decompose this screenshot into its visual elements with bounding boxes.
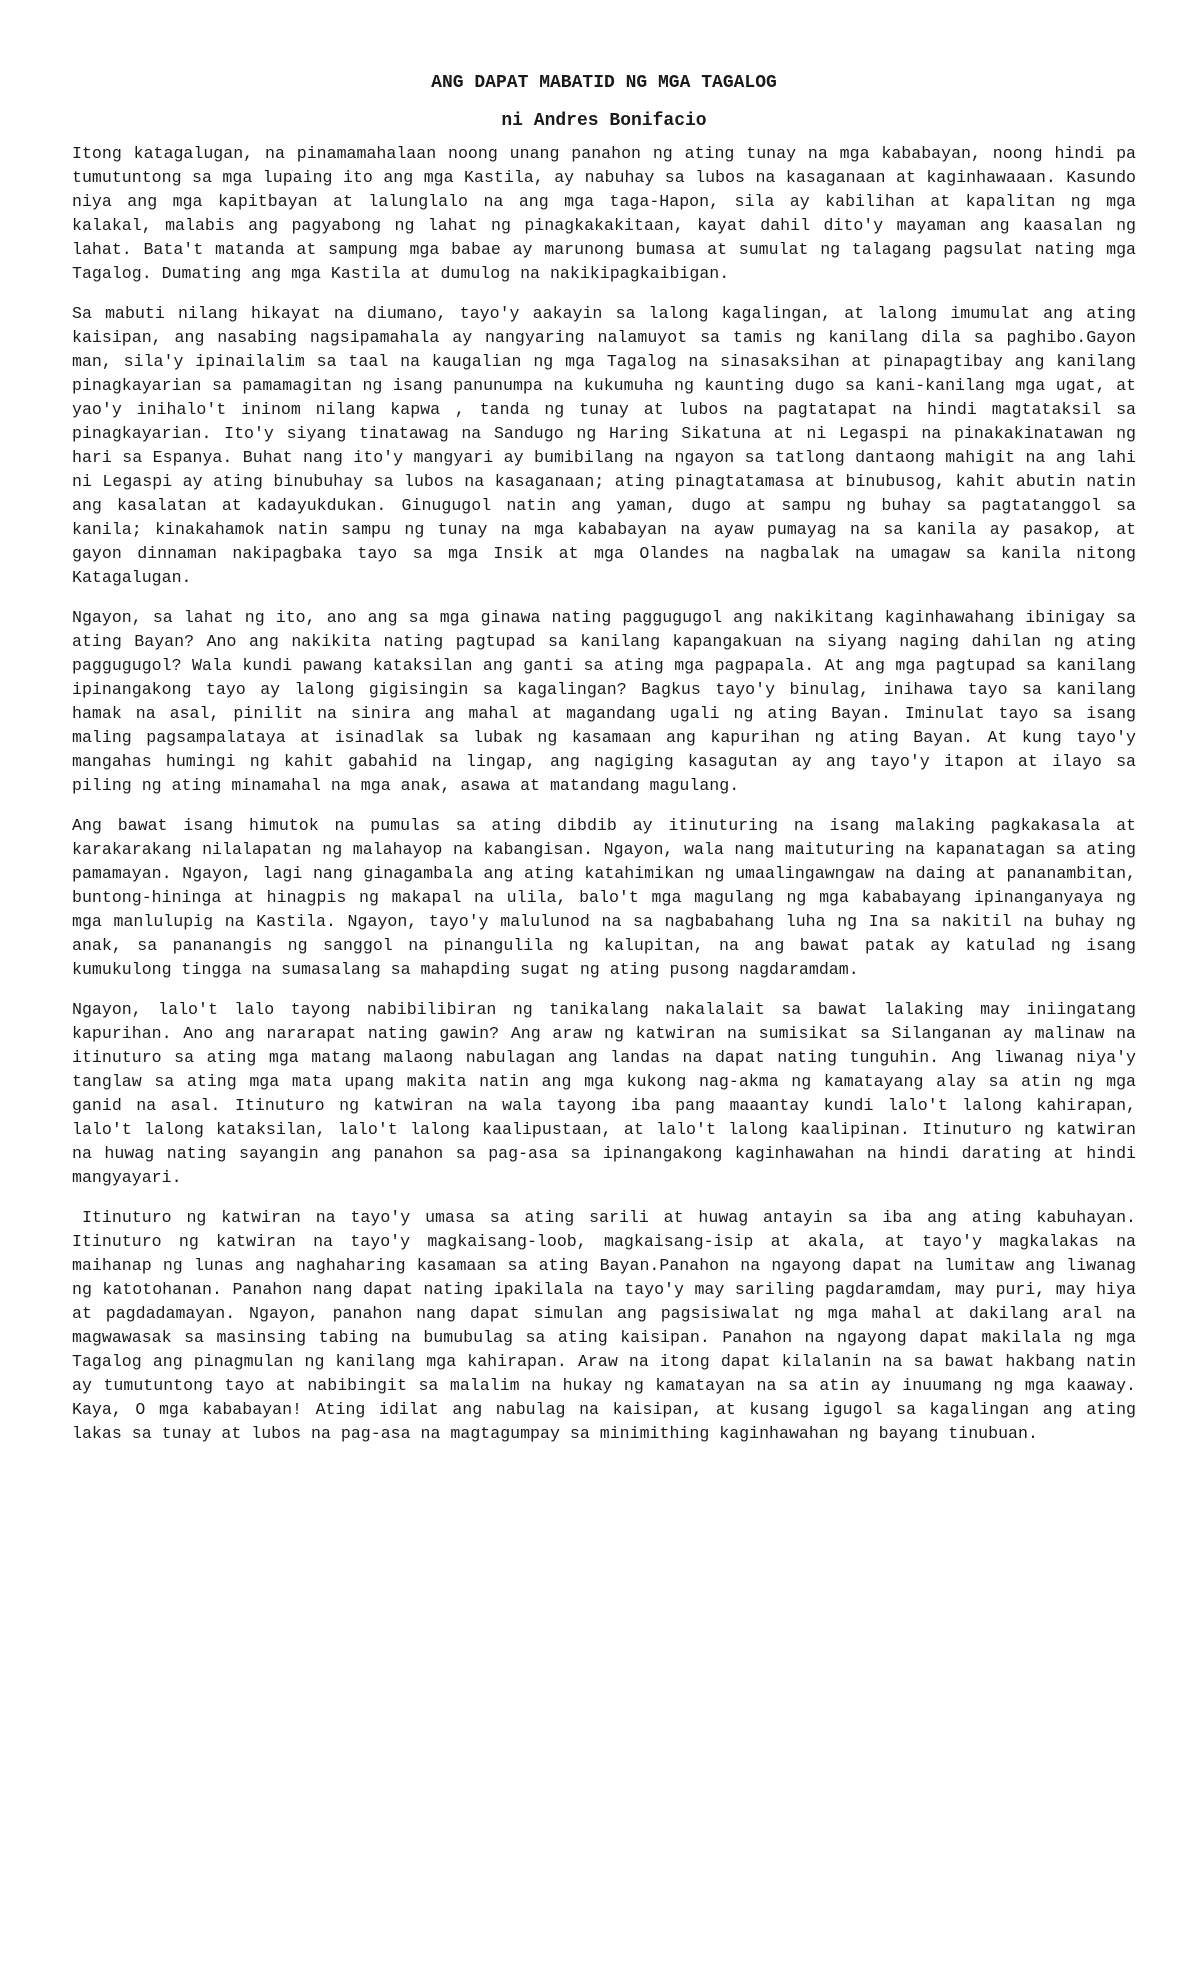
document-page bbox=[72, 72, 1136, 1462]
paragraph-6: Itinuturo ng katwiran na tayo'y umasa sa ating sarili at huwag antayin sa iba ang ating kabuhayan. Itinuturo ng katwiran na tayo'y magkaisang-loob, magkaisang-isip at akala, at tayo'y magkalakas na maihanap ng lunas ang naghaharing kasamaan sa ating Bayan.Panahon na ngayong dapat na lumitaw ang liwanag ng katotohanan. Panahon nang dapat nating ipakilala na tayo'y may sariling pagdaramdam, may puri, may hiya at pagdadamayan. Ngayon, panahon nang dapat simulan ang pagsisiwalat ng mga mahal at dakilang aral na magwawasak sa masinsing tabing na bumubulag sa ating kaisipan. Panahon na ngayong dapat makilala ng mga Tagalog ang pinagmulan ng kanilang mga kahirapan. Araw na itong dapat kilalanin na sa bawat hakbang natin ay tumutuntong tayo at nabibingit sa malalim na hukay ng kamatayan na sa atin ay inuumang ng mga kaaway. Kaya, O mga kababayan! Ating idilat ang nabulag na kaisipan, at kusang igugol sa kagalingan ang ating lakas sa tunay at lubos na pag-asa na magtagumpay sa minimithing kaginhawahan ng bayang tinubuan. bbox=[72, 1208, 1136, 1443]
document-author: ni Andres Bonifacio bbox=[501, 111, 707, 131]
paragraph-2: Sa mabuti nilang hikayat na diumano, tayo'y aakayin sa lalong kagalingan, at lalong imumulat ang ating kaisipan, ang nasabing nagsipamahala ay nangyaring nalamuyot sa tamis ng kanilang dila sa paghibo.Gayon man, sila'y ipinailalim sa taal na kaugalian ng mga Tagalog na sinasaksihan at pinapagtibay ang kanilang pinagkayarian sa pamamagitan ng isang panunumpa na kukumuha ng kaunting dugo sa kani-kanilang mga ugat, at yao'y inihalo't ininom nilang kapwa , tanda ng tunay at lubos na pagtatapat na hindi magtataksil sa pinagkayarian. Ito'y siyang tinatawag na Sandugo ng Haring Sikatuna at ni Legaspi na pinakakinatawan ng hari sa Espanya. Buhat nang ito'y mangyari ay bumibilang na ngayon sa tatlong dantaong mahigit na ang lahi ni Legaspi ay ating binubuhay sa lubos na kasaganaan; ating pinagtatamasa at binubusog, kahit abutin natin ang kasalatan at kadayukdukan. Ginugugol natin ang yaman, dugo at sampu ng buhay sa pagtatanggol sa kanila; kinakahamok natin sampu ng tunay na mga kababayan na ayaw pumayag na sa kanila ay pasakop, at gayon dinnaman nakipagbaka tayo sa mga Insik at mga Olandes na nagbalak na umagaw sa kanila nitong Katagalugan. bbox=[72, 304, 1136, 587]
paragraph-5: Ngayon, lalo't lalo tayong nabibilibiran ng tanikalang nakalalait sa bawat lalaking may iniingatang kapurihan. Ano ang nararapat nating gawin? Ang araw ng katwiran na sumisikat sa Silanganan ay malinaw na itinuturo sa ating mga matang malaong nabulagan ang landas na dapat nating tunguhin. Ang liwanag niya'y tanglaw sa ating mga mata upang makita natin ang mga kukong nag-akma ng kamatayang alay sa atin ng mga ganid na asal. Itinuturo ng katwiran na wala tayong iba pang maaantay kundi lalo't lalong kahirapan, lalo't lalong kataksilan, lalo't lalong kaalipustaan, at lalo't lalong kaalipinan. Itinuturo ng katwiran na huwag nating sayangin ang panahon sa pag-asa sa ipinangakong kaginhawahan na hindi darating at hindi mangyayari. bbox=[72, 1000, 1136, 1187]
paragraph-4: Ang bawat isang himutok na pumulas sa ating dibdib ay itinuturing na isang malaking pagkakasala at karakarakang nilalapatan ng malahayop na kabangisan. Ngayon, wala nang maituturing na kapanatagan sa ating pamamayan. Ngayon, lagi nang ginagambala ang ating katahimikan ng umaalingawngaw na daing at pananambitan, buntong-hininga at hinagpis ng makapal na ulila, balo't mga magulang ng mga kababayang ipinanganyaya ng mga manlulupig na Kastila. Ngayon, tayo'y malulunod na sa nagbabahang luha ng Ina sa nakitil na buhay ng anak, sa pananangis ng sanggol na pinangulila ng kalupitan, na ang bawat patak ay katulad ng isang kumukulong tingga na sumasalang sa mahapding sugat ng ating pusong nagdaramdam. bbox=[72, 816, 1136, 979]
document-title: ANG DAPAT MABATID NG MGA TAGALOG bbox=[431, 73, 777, 93]
paragraph-3: Ngayon, sa lahat ng ito, ano ang sa mga ginawa nating paggugugol ang nakikitang kaginhawahang ibinigay sa ating Bayan? Ano ang nakikita nating pagtupad sa kanilang kapangakuan na siyang naging dahilan ng ating paggugugol? Wala kundi pawang kataksilan ang ganti sa ating mga pagpapala. At ang mga pagtupad sa kanilang ipinangakong tayo ay lalong gigisingin sa kagalingan? Bagkus tayo'y binulag, inihawa tayo sa kanilang hamak na asal, pinilit na sinira ang mahal at magandang ugali ng ating Bayan. Iminulat tayo sa isang maling pagsampalataya at isinadlak sa lubak ng kasamaan ang kapurihan ng ating Bayan. At kung tayo'y mangahas humingi ng kahit gabahid na lingap, ang nagiging kasagutan ay ang tayo'y itapon at ilayo sa piling ng ating minamahal na mga anak, asawa at matandang magulang. bbox=[72, 608, 1136, 795]
paragraph-1: Itong katagalugan, na pinamamahalaan noong unang panahon ng ating tunay na mga kababayan, noong hindi pa tumutuntong sa mga lupaing ito ang mga Kastila, ay nabuhay sa lubos na kasaganaan at kaginhawaaan. Kasundo niya ang mga kapitbayan at lalunglalo na ang mga taga-Hapon, sila ay kabilihan at kapalitan ng mga kalakal, malabis ang pagyabong ng lahat ng pinagkakakitaan, kayat dahil dito'y mayaman ang kaasalan ng lahat. Bata't matanda at sampung mga babae ay marunong bumasa at sumulat ng talagang pagsulat nating mga Tagalog. Dumating ang mga Kastila at dumulog na nakikipagkaibigan. bbox=[72, 144, 1136, 283]
